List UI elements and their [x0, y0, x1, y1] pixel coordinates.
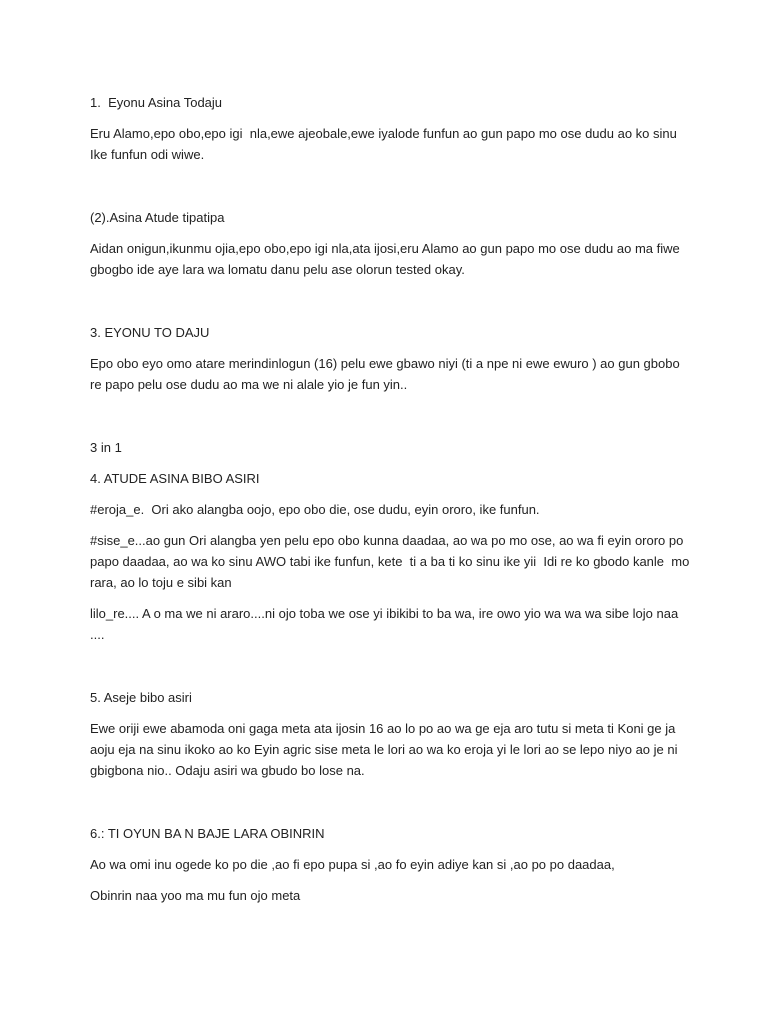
label-3-in-1: 3 in 1 — [90, 440, 122, 455]
heading-asina-atude-tipatipa: (2).Asina Atude tipatipa — [90, 210, 225, 225]
paragraph-ti-oyun-ba-n-baje: Ao wa omi inu ogede ko po die ,ao fi epo pupa si ,ao fo eyin adiye kan si ,ao po po daadaa, — [90, 857, 615, 872]
paragraph-sise: #sise_e...ao gun Ori alangba yen pelu epo obo kunna daadaa, ao wa po mo ose, ao wa fi eyin ororo po papo daadaa, ao wa ko sinu AWO tabi ike funfun, kete ti a ba ti ko sinu ike yii Idi re ko gbodo kanle mo rara, ao lo toju e sibi kan — [90, 533, 693, 590]
paragraph-aseje-bibo-asiri: Ewe oriji ewe abamoda oni gaga meta ata ijosin 16 ao lo po ao wa ge eja aro tutu si meta ti Koni ge ja aoju eja na sinu ikoko ao ko Eyin agric sise meta le lori ao wa ko eroja yi le lori ao se lepo niyo ao je ni gbigbona nio.. Odaju asiri wa gbudo bo lose na. — [90, 721, 682, 778]
paragraph-eyonu-to-daju: Epo obo eyo omo atare merindinlogun (16) pelu ewe gbawo niyi (ti a npe ni ewe ewuro ) ao gun gbobo re papo pelu ose dudu ao ma we ni alale yio je fun yin.. — [90, 356, 684, 392]
document-body — [90, 92, 693, 906]
paragraph-obinrin: Obinrin naa yoo ma mu fun ojo meta — [90, 888, 301, 903]
paragraph-asina-atude-tipatipa: Aidan onigun,ikunmu ojia,epo obo,epo igi nla,ata ijosi,eru Alamo ao gun papo mo ose dudu ao ma fiwe gbogbo ide aye lara wa lomatu danu pelu ase olorun tested okay. — [90, 241, 684, 277]
heading-aseje-bibo-asiri: 5. Aseje bibo asiri — [90, 690, 192, 705]
heading-atude-asina-bibo-asiri: 4. ATUDE ASINA BIBO ASIRI — [90, 471, 260, 486]
heading-eyonu-to-daju: 3. EYONU TO DAJU — [90, 325, 210, 340]
paragraph-lilo: lilo_re.... A o ma we ni araro....ni ojo toba we ose yi ibikibi to ba wa, ire owo yio wa wa wa sibe lojo naa .... — [90, 606, 682, 642]
paragraph-eyonu-asina-todaju: Eru Alamo,epo obo,epo igi nla,ewe ajeobale,ewe iyalode funfun ao gun papo mo ose dudu ao ko sinu Ike funfun odi wiwe. — [90, 126, 681, 162]
paragraph-eroja: #eroja_e. Ori ako alangba oojo, epo obo die, ose dudu, eyin ororo, ike funfun. — [90, 502, 540, 517]
heading-ti-oyun-ba-n-baje: 6.: TI OYUN BA N BAJE LARA OBINRIN — [90, 826, 325, 841]
heading-eyonu-asina-todaju: 1. Eyonu Asina Todaju — [90, 95, 223, 110]
